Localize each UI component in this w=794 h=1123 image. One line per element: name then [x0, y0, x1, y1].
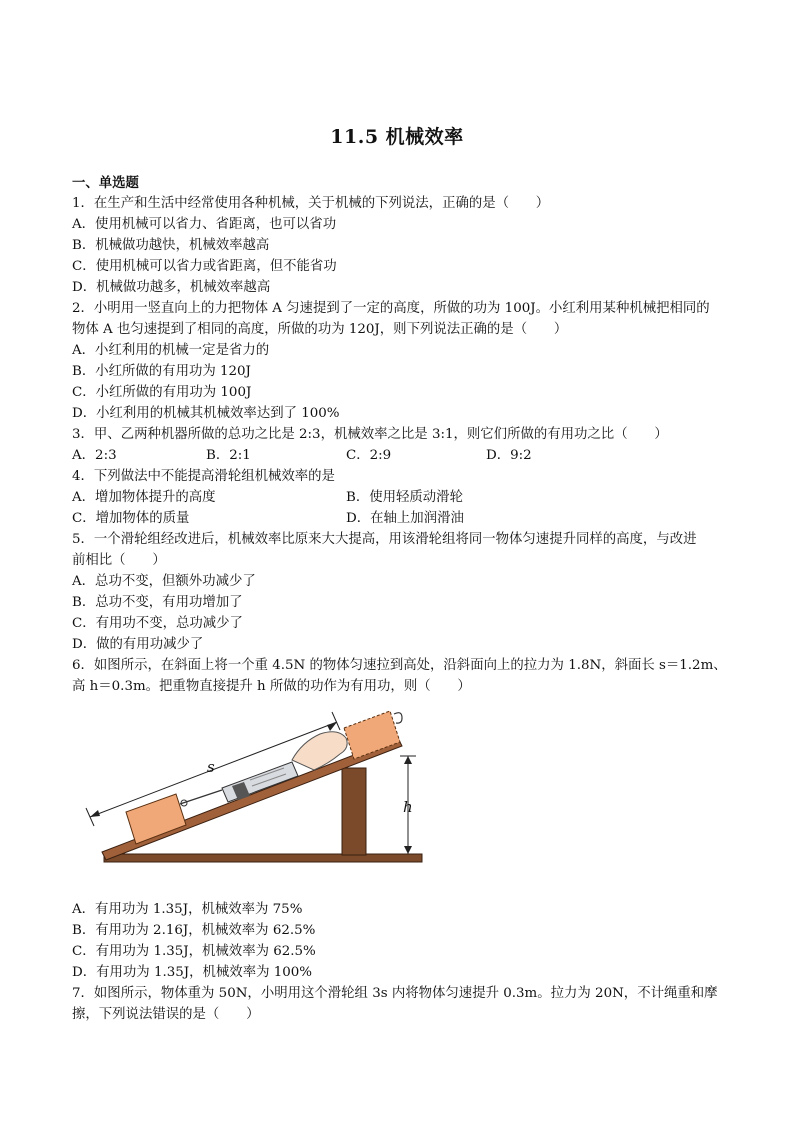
question-3-option-b: B．2:1 — [206, 448, 251, 463]
question-1-option-a: A．使用机械可以省力、省距离，也可以省功 — [72, 217, 337, 232]
question-2-option-c: C．小红所做的有用功为 100J — [72, 385, 252, 400]
question-2-option-a: A．小红利用的机械一定是省力的 — [72, 343, 270, 358]
h-arrow-top — [404, 756, 412, 764]
question-6-stem-line2: 高 h＝0.3m。把重物直接提升 h 所做的功作为有用功，则（ ） — [72, 679, 471, 694]
hook-top — [394, 713, 402, 723]
question-4-stem: 4．下列做法中不能提高滑轮组机械效率的是 — [72, 469, 335, 484]
incline-plane-figure — [72, 700, 432, 870]
question-2-option-d: D．小红利用的机械其机械效率达到了 100% — [72, 406, 340, 421]
question-6-option-c: C．有用功为 1.35J，机械效率为 62.5% — [72, 944, 316, 959]
question-2-stem-line1: 2．小明用一竖直向上的力把物体 A 匀速提到了一定的高度，所做的功为 100J。小红利用某种机械把相同的 — [72, 301, 710, 316]
question-5-stem-line1: 5．一个滑轮组经改进后，机械效率比原来大大提高，用该滑轮组将同一物体匀速提升同样的高度，与改进 — [72, 532, 697, 547]
s-tick-right — [332, 712, 340, 730]
block-bottom — [126, 794, 186, 844]
question-6-option-b: B．有用功为 2.16J，机械效率为 62.5% — [72, 923, 316, 938]
question-3-stem: 3．甲、乙两种机器所做的总功之比是 2:3，机械效率之比是 3:1，则它们所做的有用功之比（ ） — [72, 427, 668, 442]
question-6-option-a: A．有用功为 1.35J，机械效率为 75% — [72, 902, 303, 917]
block-top — [344, 711, 400, 759]
question-6-stem-line1: 6．如图所示，在斜面上将一个重 4.5N 的物体匀速拉到高处，沿斜面向上的拉力为 1.8N，斜面长 s＝1.2m、 — [72, 658, 727, 673]
question-4-option-c: C．增加物体的质量 — [72, 511, 190, 526]
question-4-option-a: A．增加物体提升的高度 — [72, 490, 216, 505]
question-5-option-a: A．总功不变，但额外功减少了 — [72, 574, 256, 589]
question-4-option-b: B．使用轻质动滑轮 — [346, 490, 463, 505]
question-7-stem-line1: 7．如图所示，物体重为 50N，小明用这个滑轮组 3s 内将物体匀速提升 0.3m。拉力为 20N，不计绳重和摩 — [72, 986, 718, 1001]
question-5-stem-line2: 前相比（ ） — [72, 553, 166, 568]
question-3-option-a: A．2:3 — [72, 448, 117, 463]
question-5-option-c: C．有用功不变，总功减少了 — [72, 616, 243, 631]
question-2-option-b: B．小红所做的有用功为 120J — [72, 364, 251, 379]
s-arrow-right — [327, 722, 337, 731]
question-1-option-d: D．机械做功越多，机械效率越高 — [72, 280, 271, 295]
label-s: s — [207, 758, 215, 776]
question-7-stem-line2: 擦，下列说法错误的是（ ） — [72, 1007, 260, 1022]
support-post — [342, 768, 366, 855]
question-5-option-d: D．做的有用功减少了 — [72, 637, 204, 652]
question-1-stem: 1．在生产和生活中经常使用各种机械，关于机械的下列说法，正确的是（ ） — [72, 196, 550, 211]
base-board — [104, 854, 422, 862]
question-1-option-b: B．机械做功越快，机械效率越高 — [72, 238, 270, 253]
question-1-option-c: C．使用机械可以省力或省距离，但不能省功 — [72, 259, 337, 274]
section-heading: 一、单选题 — [72, 175, 139, 191]
label-h: h — [403, 798, 413, 816]
question-3-option-c: C．2:9 — [346, 448, 392, 463]
question-4-option-d: D．在轴上加润滑油 — [346, 511, 464, 526]
question-2-stem-line2: 物体 A 也匀速提到了相同的高度，所做的功为 120J，则下列说法正确的是（ ） — [72, 322, 568, 337]
page-title: 11.5 机械效率 — [330, 126, 464, 148]
h-arrow-bottom — [404, 846, 412, 854]
s-arrow-left — [90, 810, 100, 817]
question-3-option-d: D．9:2 — [486, 448, 532, 463]
question-5-option-b: B．总功不变，有用功增加了 — [72, 595, 243, 610]
s-tick-left — [86, 808, 94, 826]
question-6-option-d: D．有用功为 1.35J，机械效率为 100% — [72, 965, 313, 980]
